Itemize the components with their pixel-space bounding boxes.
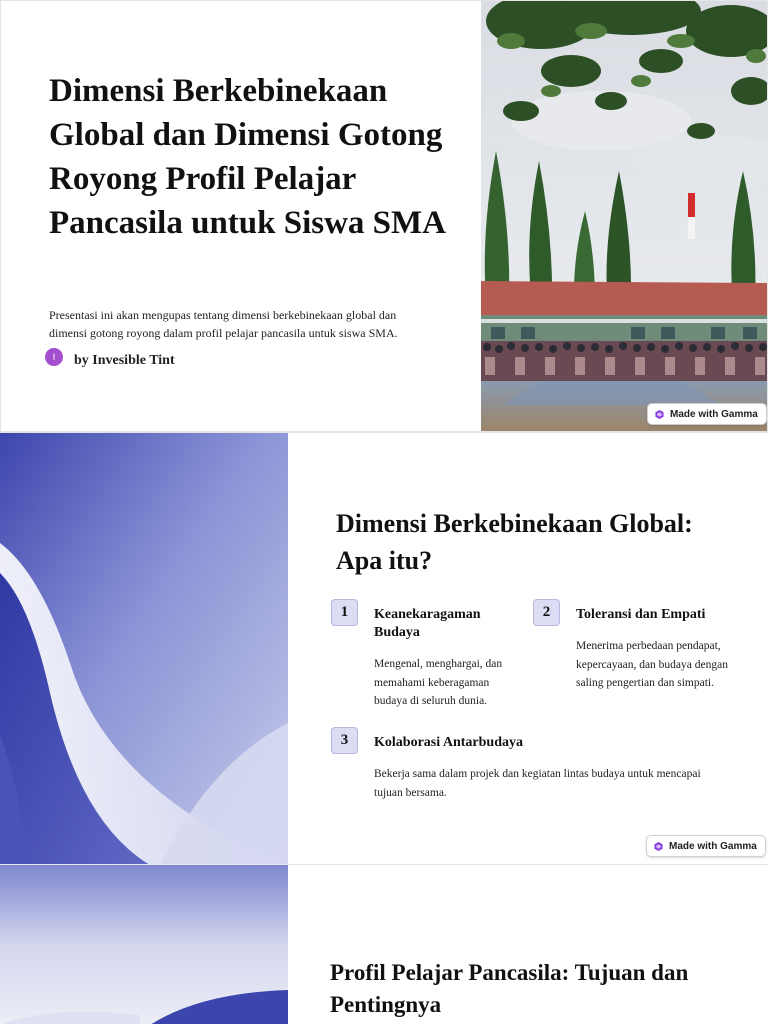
list-item — [533, 599, 733, 719]
school-assembly-photo — [481, 1, 768, 432]
author-line — [45, 350, 175, 372]
item-description: Menerima perbedaan pendapat, kepercayaan, dan budaya dengan saling pengertian dan simpati. — [576, 640, 728, 689]
made-with-gamma-badge[interactable] — [647, 403, 767, 425]
slide-1-title — [0, 0, 768, 432]
section-title: Profil Pelajar Pancasila: Tujuan dan Pentingnya — [330, 960, 689, 1017]
item-number: 1 — [331, 599, 358, 626]
slide-description: Presentasi ini akan mengupas tentang dimensi berkebinekaan global dan dimensi gotong royong dalam profil pelajar pancasila untuk siswa SMA. — [49, 308, 398, 340]
list-item — [331, 727, 731, 807]
badge-label: Made with Gamma — [670, 408, 758, 420]
section-title: Dimensi Berkebinekaan Global: Apa itu? — [336, 509, 693, 575]
abstract-wave-art — [0, 865, 288, 1024]
item-title: Kolaborasi Antarbudaya — [374, 735, 523, 750]
list-item — [331, 599, 511, 719]
slide-title: Dimensi Berkebinekaan Global dan Dimensi Gotong Royong Profil Pelajar Pancasila untuk Siswa SMA — [49, 73, 447, 241]
gamma-logo-icon — [654, 842, 663, 851]
abstract-wave-art — [0, 433, 288, 864]
badge-label: Made with Gamma — [669, 840, 757, 852]
item-number: 3 — [331, 727, 358, 754]
item-description: Mengenal, menghargai, dan memahami keberagaman budaya di seluruh dunia. — [374, 658, 503, 707]
made-with-gamma-badge[interactable] — [646, 835, 766, 857]
avatar: I — [45, 348, 63, 366]
item-number: 2 — [533, 599, 560, 626]
item-description: Bekerja sama dalam projek dan kegiatan lintas budaya untuk mencapai tujuan bersama. — [374, 768, 701, 799]
slide-3-profil-pelajar — [0, 864, 768, 1024]
slide-2-berkebinekaan-global — [0, 432, 768, 864]
gamma-logo-icon — [655, 410, 664, 419]
author-name: by Invesible Tint — [74, 353, 175, 368]
item-title: Toleransi dan Empati — [576, 607, 706, 622]
item-title: Keanekaragaman Budaya — [374, 607, 481, 640]
